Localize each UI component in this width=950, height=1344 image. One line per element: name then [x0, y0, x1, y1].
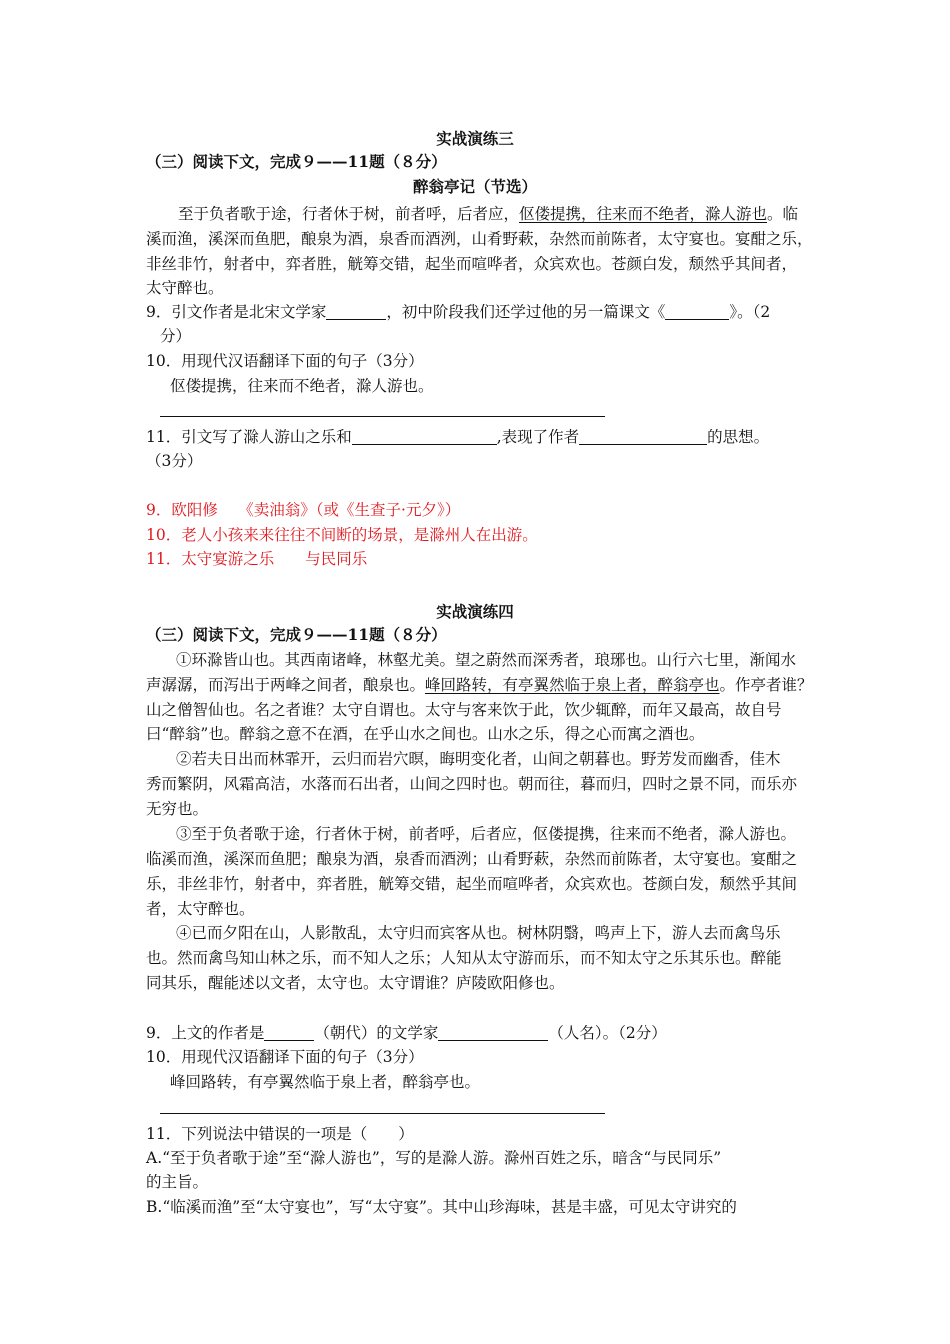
answer-line[interactable]	[160, 416, 605, 417]
answer-blank[interactable]	[579, 428, 707, 445]
passage-line: 非丝非竹，射者中，弈者胜，觥筹交错，起坐而喧哗者，众宾欢也。苍颜白发，颓然乎其间者，	[146, 255, 798, 273]
option-b: B.“临溪而渔”至“太守宴也”，写“太守宴”。其中山珍海味，甚是丰盛，可见太守讲究的	[146, 1198, 737, 1216]
answer-blank[interactable]	[665, 303, 729, 320]
passage-line: ④已而夕阳在山，人影散乱，太守归而宾客从也。树林阴翳，鸣声上下，游人去而禽鸟乐	[176, 924, 781, 942]
underlined-sentence: 伛偻提携，往来而不绝者，滁人游也	[519, 205, 768, 223]
text-span: （人名）。（2分）	[548, 1024, 667, 1042]
text-span: 的思想。	[707, 428, 770, 446]
passage-line: 溪而渔，溪深而鱼肥，酿泉为酒，泉香而酒洌，山肴野蔌，杂然而前陈者，太守宴也。宴酣之乐，	[146, 230, 813, 248]
passage-line: ①环滁皆山也。其西南诸峰，林壑尤美。望之蔚然而深秀者，琅琊也。山行六七里，渐闻水	[176, 651, 797, 669]
section3-instruction: （三）阅读下文，完成９——11题（８分）	[146, 152, 447, 171]
text-span: 9．引文作者是北宋文学家	[146, 303, 327, 321]
section4-instruction: （三）阅读下文，完成９——11题（８分）	[146, 625, 447, 644]
answer-11: 11．太守宴游之乐 与民同乐	[146, 550, 368, 568]
passage-line: ②若夫日出而林霏开，云归而岩穴暝，晦明变化者，山间之朝暮也。野芳发而幽香，佳木	[176, 750, 781, 768]
section3-title: 醉翁亭记（节选）	[412, 177, 537, 196]
answer-blank[interactable]	[326, 303, 386, 320]
passage-line: 曰“醉翁”也。醉翁之意不在酒，在乎山水之间也。山水之乐，得之心而寓之酒也。	[146, 725, 705, 743]
passage-line: 山之僧智仙也。名之者谁？太守自谓也。太守与客来饮于此，饮少辄醉，而年又最高，故自号	[146, 701, 782, 719]
text-span: 声潺潺，而泻出于两峰之间者，酿泉也。	[146, 676, 426, 694]
option-a: A.“至于负者歌于途”至“滁人游也”，写的是滁人游。滁州百姓之乐，暗含“与民同乐”	[146, 1149, 722, 1167]
passage-line: 也。然而禽鸟知山林之乐，而不知人之乐；人知从太守游而乐，而不知太守之乐其乐也。醉能	[146, 949, 782, 967]
option-a-cont: 的主旨。	[146, 1173, 209, 1191]
section3-heading: 实战演练三	[436, 129, 514, 148]
question-10: 10．用现代汉语翻译下面的句子（3分）	[146, 352, 424, 370]
passage-line: 同其乐，醒能述以文者，太守也。太守谓谁？庐陵欧阳修也。	[146, 974, 565, 992]
underlined-sentence: 峰回路转，有亭翼然临于泉上者，醉翁亭也	[425, 676, 720, 694]
question-10: 10．用现代汉语翻译下面的句子（3分）	[146, 1048, 424, 1066]
passage-line	[146, 673, 813, 697]
passage-line: 太守醉也。	[146, 279, 224, 297]
section4-heading: 实战演练四	[436, 602, 514, 621]
question-10-sentence: 伛偻提携，往来而不绝者，滁人游也。	[170, 377, 434, 395]
question-11	[146, 425, 769, 449]
question-10-sentence: 峰回路转，有亭翼然临于泉上者，醉翁亭也。	[170, 1073, 481, 1091]
answer-9: 9．欧阳修 《卖油翁》（或《生查子·元夕》）	[146, 501, 461, 519]
passage-line: 秀而繁阴，风霜高洁，水落而石出者，山间之四时也。朝而往，暮而归，四时之景不同，而乐亦	[146, 775, 798, 793]
question-9	[146, 300, 770, 324]
text-span: 》。（2	[729, 303, 771, 321]
passage-line: 无穷也。	[146, 800, 209, 818]
question-9	[146, 1021, 667, 1045]
answer-blank[interactable]	[264, 1024, 314, 1041]
text-span: 。作亭者谁？	[719, 676, 813, 694]
text-span: 。临	[767, 205, 799, 223]
text-span: 至于负者歌于途，行者休于树，前者呼，后者应，	[178, 205, 520, 223]
question-11: 11．下列说法中错误的一项是（ ）	[146, 1125, 414, 1143]
text-span: 11．引文写了滁人游山之乐和	[146, 428, 352, 446]
text-span: ,表现了作者	[496, 428, 580, 446]
passage-line: ③至于负者歌于途，行者休于树，前者呼，后者应，伛偻提携，往来而不绝者，滁人游也。	[176, 825, 797, 843]
text-span: ，初中阶段我们还学过他的另一篇课文《	[386, 303, 666, 321]
answer-blank[interactable]	[352, 428, 497, 445]
passage-line	[178, 202, 798, 226]
text-span: 9．上文的作者是	[146, 1024, 265, 1042]
passage-line: 乐，非丝非竹，射者中，弈者胜，觥筹交错，起坐而喧哗者，众宾欢也。苍颜白发，颓然乎其间	[146, 875, 798, 893]
answer-10: 10．老人小孩来来往往不间断的场景，是滁州人在出游。	[146, 526, 538, 544]
passage-line: 临溪而渔，溪深而鱼肥；酿泉为酒，泉香而酒洌；山肴野蔌，杂然而前陈者，太守宴也。宴酣之	[146, 850, 798, 868]
answer-blank[interactable]	[438, 1024, 548, 1041]
question-11-cont: （3分）	[146, 452, 203, 470]
text-span: （朝代）的文学家	[314, 1024, 439, 1042]
answer-line[interactable]	[160, 1113, 605, 1114]
passage-line: 者，太守醉也。	[146, 900, 255, 918]
question-9-cont: 分）	[160, 327, 192, 345]
